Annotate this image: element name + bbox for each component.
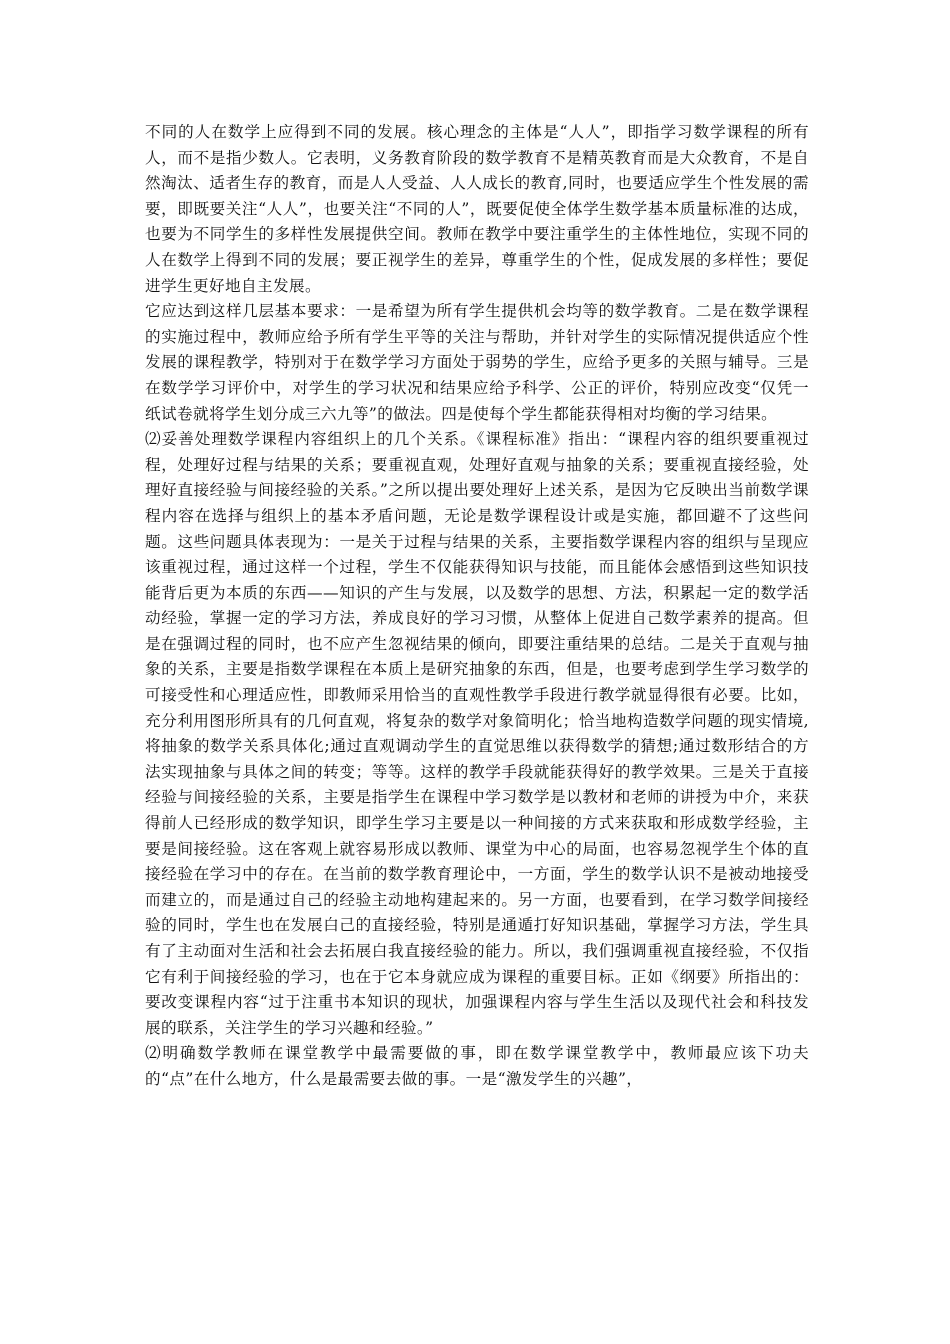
document-page — [145, 120, 809, 1093]
paragraph-2: 它应达到这样几层基本要求：一是希望为所有学生提供机会均等的数学教育。二是在数学课程的实施过程中，教师应给予所有学生平等的关注与帮助，并针对学生的实际情况提供适应个性发展的课程教学，特别对于在数学学习方面处于弱势的学生，应给予更多的关照与辅导。三是在数学学习评价中，对学生的学习状况和结果应给予科学、公正的评价，特别应改变“仅凭一纸试卷就将学生划分成三六九等”的做法。四是使每个学生都能获得相对均衡的学习结果。 — [145, 302, 809, 423]
paragraph-3: ⑵妥善处理数学课程内容组织上的几个关系。《课程标准》指出：“课程内容的组织要重视过程，处理好过程与结果的关系；要重视直观，处理好直观与抽象的关系；要重视直接经验，处理好直接经验与间接经验的关系。”之所以提出要处理好上述关系，是因为它反映出当前数学课程内容在选择与组织上的基本矛盾问题，无论是数学课程设计或是实施，都回避不了这些问题。这些问题具体表现为：一是关于过程与结果的关系，主要指数学课程内容的组织与呈现应该重视过程，通过这样一个过程，学生不仅能获得知识与技能，而且能体会感悟到这些知识技能背后更为本质的东西——知识的产生与发展，以及数学的思想、方法，积累起一定的数学活动经验，掌握一定的学习方法，养成良好的学习习惯，从整体上促进自己数学素养的提高。但是在强调过程的同时，也不应产生忽视结果的倾向，即要注重结果的总结。二是关于直观与抽象的关系，主要是指数学课程在本质上是研究抽象的东西，但是，也要考虑到学生学习数学的可接受性和心理适应性，即教师采用恰当的直观性教学手段进行教学就显得很有必要。比如，充分利用图形所具有的几何直观，将复杂的数学对象简明化；恰当地构造数学问题的现实情境,将抽象的数学关系具体化;通过直观调动学生的直觉思维以获得数学的猜想;通过数形结合的方法实现抽象与具体之间的转变；等等。这样的教学手段就能获得好的教学效果。三是关于直接经验与间接经验的关系，主要是指学生在课程中学习数学是以教材和老师的讲授为中介，来获得前人已经形成的数学知识，即学生学习主要是以一种间接的方式来获取和形成数学经验，主要是间接经验。这在客观上就容易形成以教师、课堂为中心的局面，也容易忽视学生个体的直接经验在学习中的存在。在当前的数学教育理论中，一方面，学生的数学认识不是被动地接受而建立的，而是通过自己的经验主动地构建起来的。另一方面，也要看到，在学习数学间接经验的同时，学生也在发展白己的直接经验，特别是通遁打好知识基础，掌握学习方法，学生具有了主动面对生活和社会去拓展白我直接经验的能力。所以，我们强调重视直接经验，不仅指它有利于间接经验的学习，也在于它本身就应成为课程的重要目标。正如《纲要》所指出的：要改变课程内容“过于注重书本知识的现状，加强课程内容与学生生活以及现代社会和科技发展的联系，关注学生的学习兴趣和经验。” — [145, 430, 809, 1037]
paragraph-4: ⑵明确数学教师在课堂教学中最需要做的事，即在数学课堂教学中，教师最应该下功夫的“点”在什么地方，什么是最需要去做的事。一是“激发学生的兴趣”， — [145, 1044, 809, 1088]
paragraph-1: 不同的人在数学上应得到不同的发展。核心理念的主体是“人人”，即指学习数学课程的所有人，而不是指少数人。它表明，义务教育阶段的数学教育不是精英教育而是大众教育，不是自然淘汰、适者生存的教育，而是人人受益、人人成长的教育,同时，也要适应学生个性发展的需要，即既要关注“人人”，也要关注“不同的人”，既要促使全体学生数学基本质量标准的达成，也要为不同学生的多样性发展提供空间。教师在教学中要注重学生的主体性地位，实现不同的人在数学上得到不同的发展；要正视学生的差异，尊重学生的个性，促成发展的多样性；要促进学生更好地自主发展。 — [145, 123, 809, 295]
